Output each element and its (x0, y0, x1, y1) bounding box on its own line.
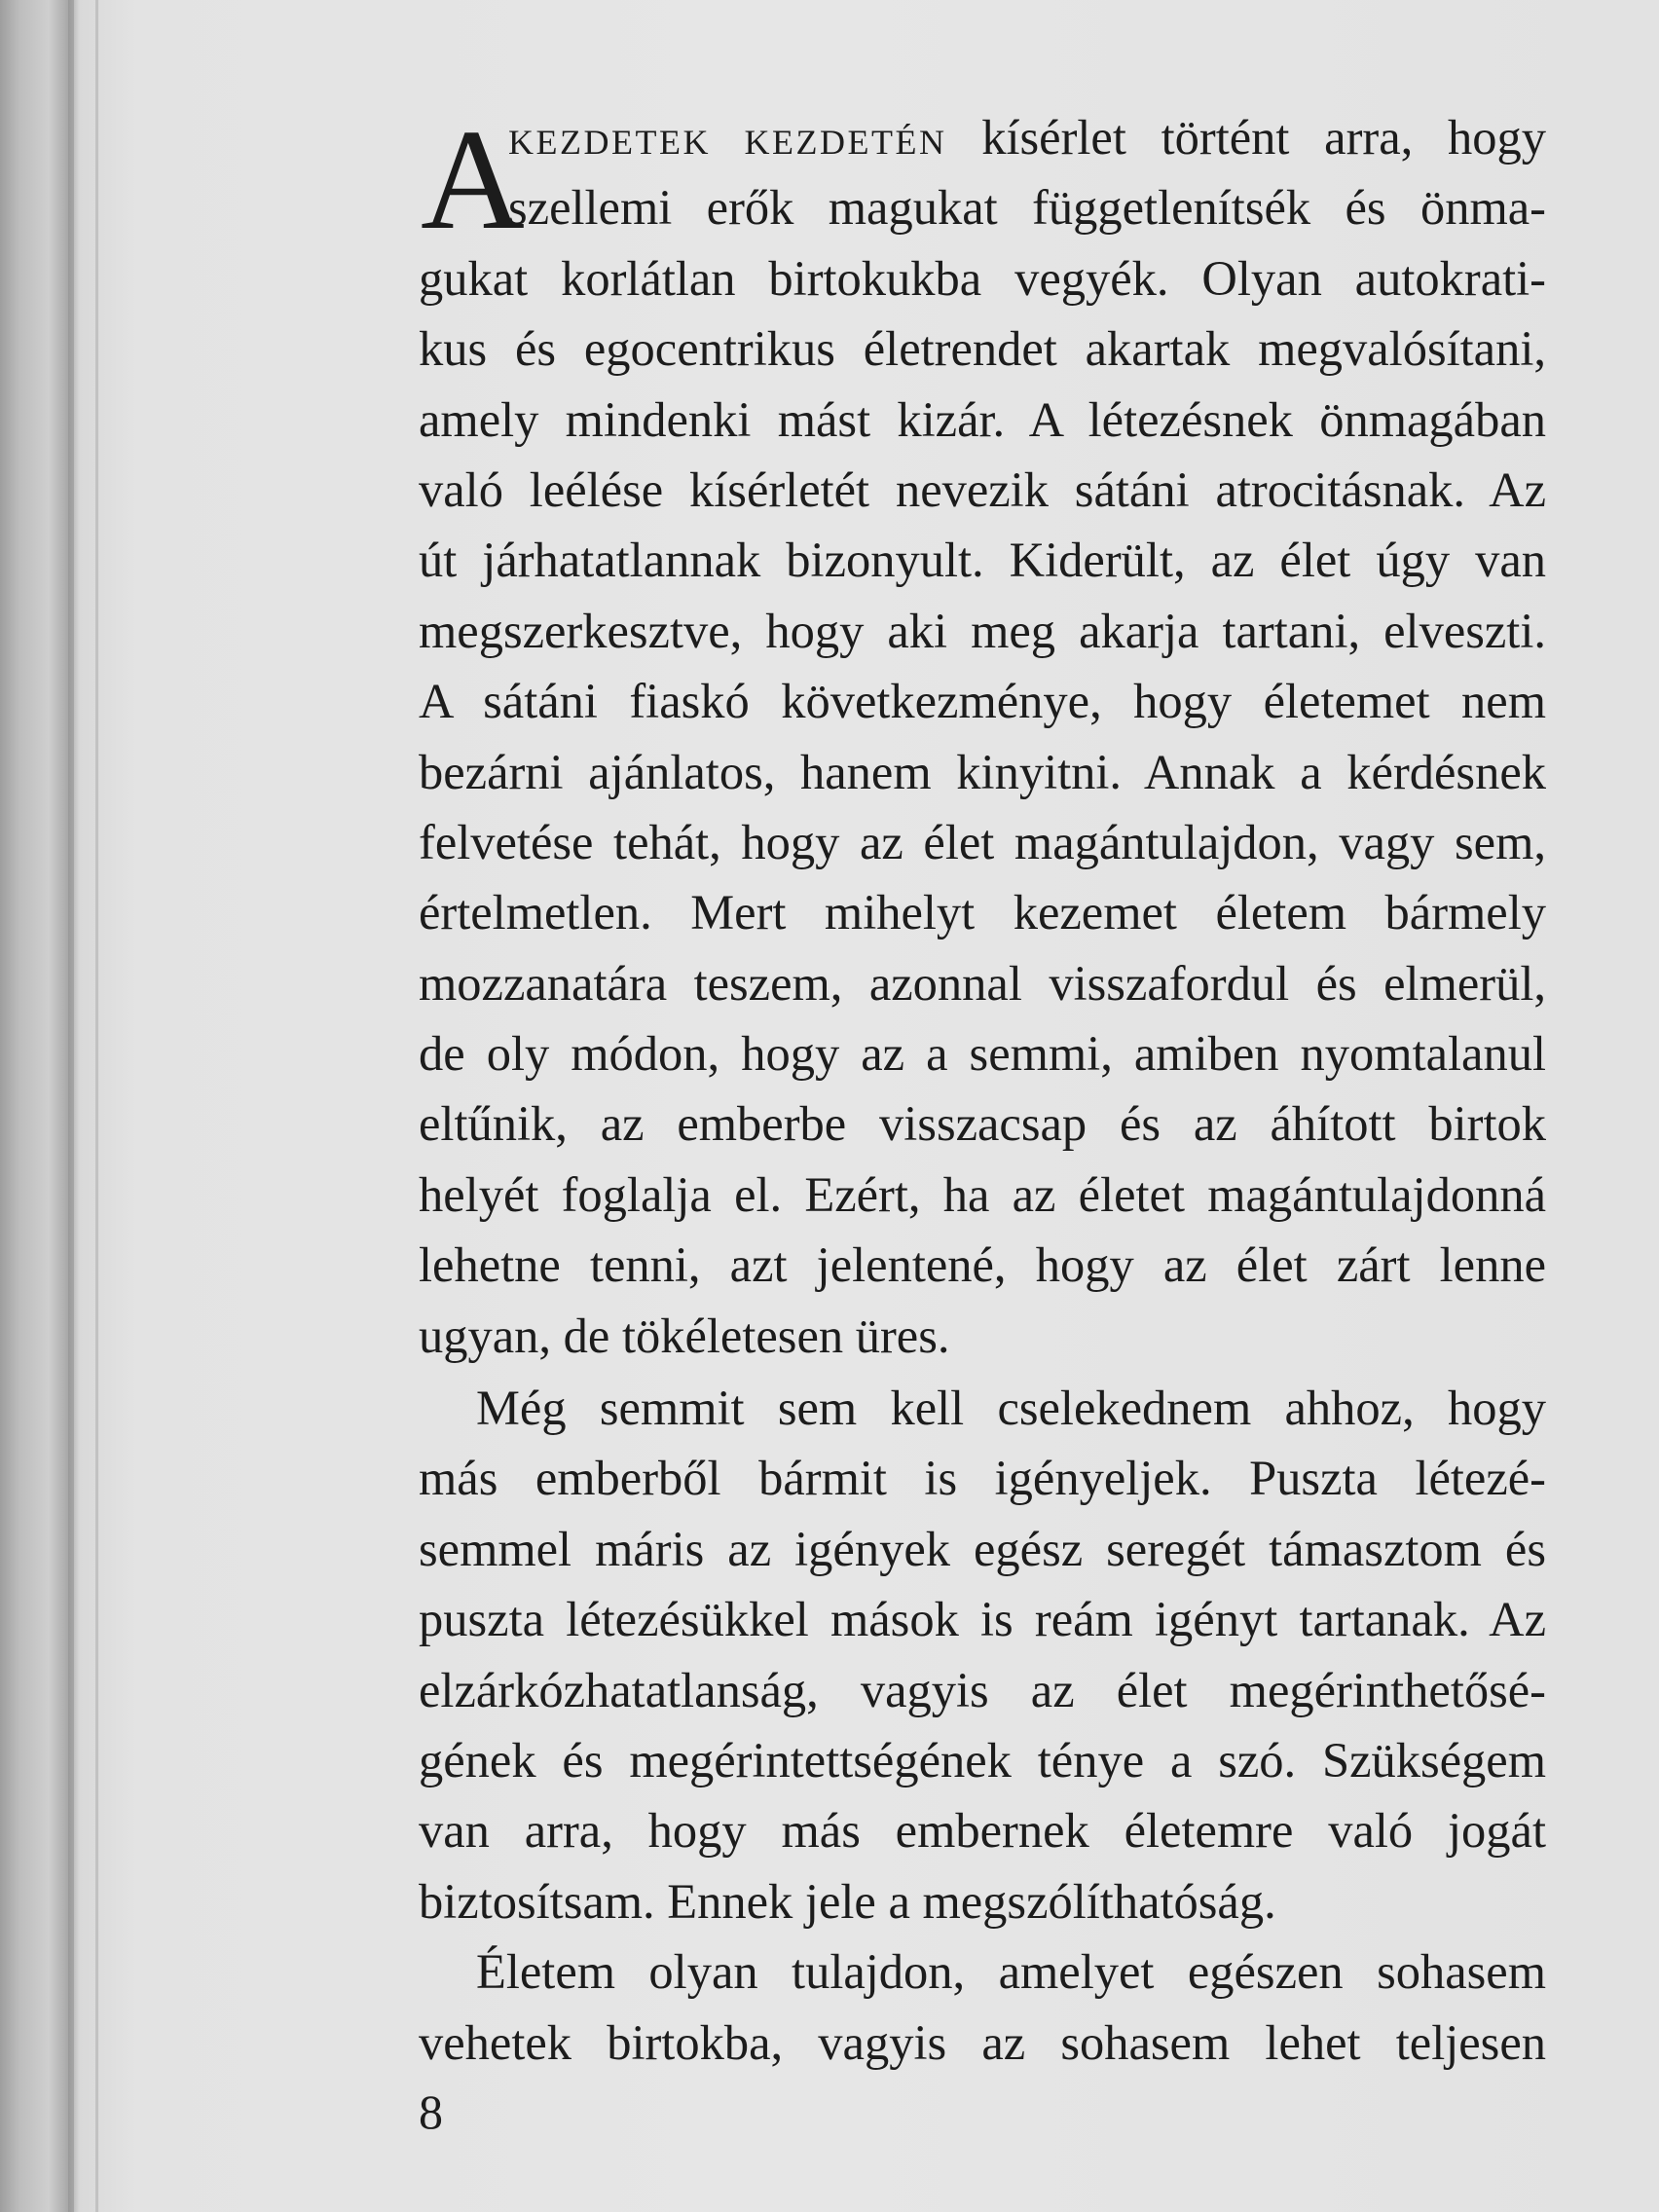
text-line: Még semmit sem kell cselekednem ahhoz, hogy (476, 1381, 1546, 1436)
text-line: Életem olyan tulajdon, amelyet egészen sohasem (476, 1944, 1546, 2000)
text-line: de oly módon, hogy az a semmi, amiben nyomtalanul (419, 1026, 1546, 1082)
text-line: KEZDETEK KEZDETÉN kísérlet történt arra, hogy (508, 110, 1546, 165)
text-line: gének és megérintettségének ténye a szó. Szükségem (419, 1732, 1546, 1788)
text-line: felvetése tehát, hogy az élet magántulajdon, vagy sem, (419, 814, 1546, 869)
page-edge-shadow (68, 0, 74, 2212)
text-line: vehetek birtokba, vagyis az sohasem lehet teljesen (419, 2014, 1546, 2070)
text-line: értelmetlen. Mert mihelyt kezemet életem bármely (419, 885, 1546, 940)
text-line: szellemi erők magukat függetlenítsék és önma- (508, 180, 1546, 236)
body-text (419, 102, 1546, 2078)
text-line: eltűnik, az emberbe visszacsap és az áhított birtok (419, 1096, 1546, 1152)
text-line: gukat korlátlan birtokukba vegyék. Olyan autokrati- (419, 250, 1546, 306)
opening-smallcaps: KEZDETEK KEZDETÉN (508, 123, 947, 162)
text-line: való leélése kísérletét nevezik sátáni atrocitásnak. Az (419, 461, 1546, 517)
text-line: semmel máris az igények egész seregét támasztom és (419, 1521, 1546, 1576)
text-line: biztosítsam. Ennek jele a megszólíthatóság. (419, 1873, 1276, 1929)
text-line: van arra, hogy más embernek életemre való jogát (419, 1803, 1546, 1859)
text-line: elzárkózhatatlanság, vagyis az élet megérinthetősé- (419, 1662, 1546, 1717)
text-line: megszerkesztve, hogy aki meg akarja tartani, elveszti. (419, 603, 1546, 658)
text-line: A sátáni fiaskó következménye, hogy életemet nem (419, 674, 1546, 729)
text-line: más emberből bármit is igényeljek. Puszta létezé- (419, 1451, 1546, 1506)
drop-cap: A (421, 100, 525, 260)
text-line: ugyan, de tökéletesen üres. (419, 1308, 950, 1363)
text-line: lehetne tenni, azt jelentené, hogy az élet zárt lenne (419, 1237, 1546, 1293)
text-line: kus és egocentrikus életrendet akartak megvalósítani, (419, 321, 1546, 377)
text-line: mozzanatára teszem, azonnal visszafordul és elmerül, (419, 955, 1546, 1011)
text-line: amely mindenki mást kizár. A létezésnek önmagában (419, 391, 1546, 447)
page-edge-line (95, 0, 98, 2212)
text-line: út járhatatlannak bizonyult. Kiderült, az élet úgy van (419, 533, 1546, 588)
text-line: puszta létezésükkel mások is reám igényt tartanak. Az (419, 1592, 1546, 1647)
text-line: helyét foglalja el. Ezért, ha az életet magántulajdonná (419, 1166, 1546, 1222)
page-number: 8 (419, 2084, 443, 2139)
text-line: bezárni ajánlatos, hanem kinyitni. Annak a kérdésnek (419, 744, 1546, 799)
